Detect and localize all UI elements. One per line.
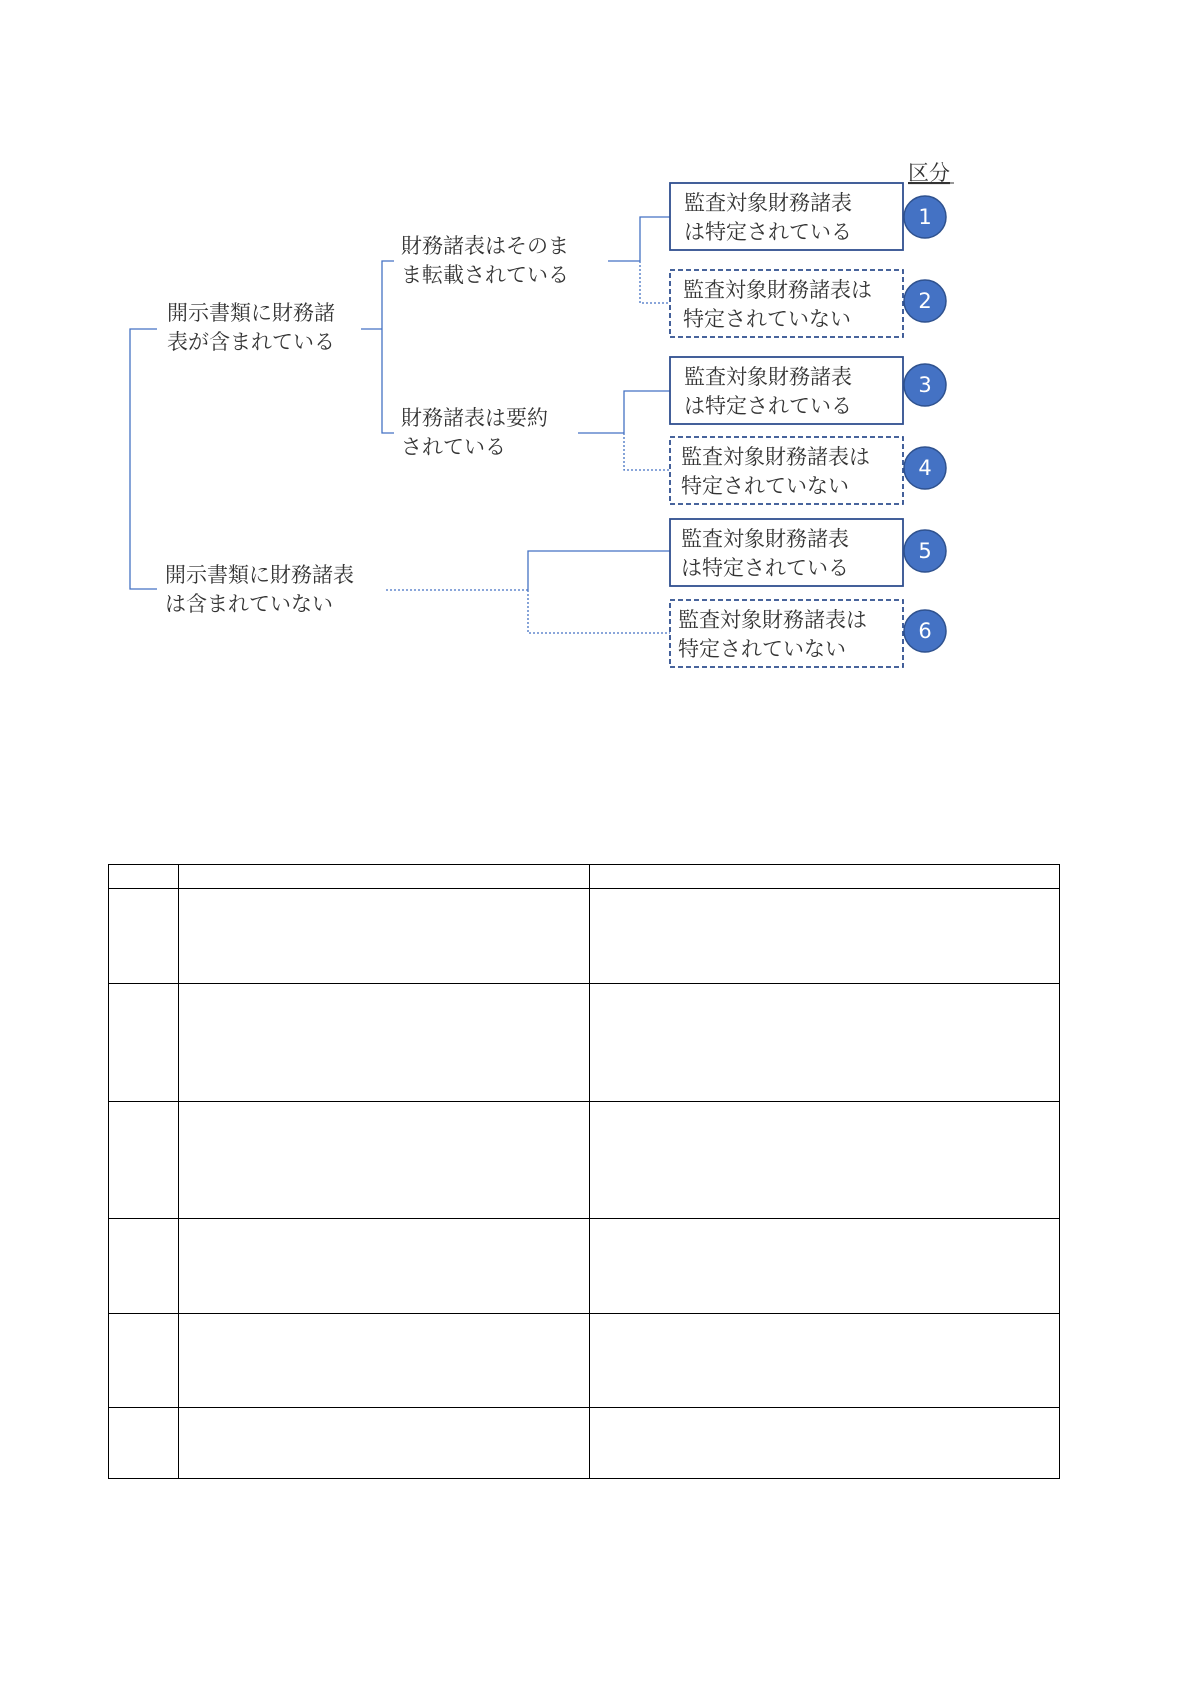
connector-leaf1 [640,217,670,261]
level1-label-line1: 開示書類に財務諸 [167,301,335,325]
table-cell [109,984,179,1102]
leaf-label-line1: 監査対象財務諸表 [684,191,852,215]
table-cell [109,1219,179,1314]
table-cell [590,889,1060,984]
badge-number: 3 [918,373,932,397]
leaf-label-line2: 特定されていない [678,637,846,661]
leaf-label-line2: は特定されている [684,394,852,418]
table-cell [179,1408,590,1479]
leaf-node-4 [670,437,946,504]
leaf-node-2 [670,270,946,337]
badge-number: 4 [918,456,932,480]
table-cell [179,984,590,1102]
leaf-label-line1: 監査対象財務諸表 [684,365,852,389]
table-row [109,1102,1060,1219]
level2-node-reproduced [401,234,569,287]
leaf-label-line2: は特定されている [681,556,849,580]
table-row [109,1219,1060,1314]
leaf-label-line1: 監査対象財務諸表は [678,608,867,632]
leaf-node-3 [670,357,946,424]
table-row [109,889,1060,984]
connector-leaf4 [624,433,670,470]
leaf-node-1 [670,183,946,250]
table-cell [179,1219,590,1314]
classification-table [108,864,1060,1479]
connector-leaf2 [640,261,670,303]
table-cell [590,1102,1060,1219]
level2-node-summarized [401,406,548,459]
table-row [109,1314,1060,1408]
root-bracket [130,329,157,589]
table-cell [590,984,1060,1102]
table-header-row [109,865,1060,889]
level1-label-line2: 表が含まれている [167,330,335,354]
connector-leaf6 [528,590,670,633]
table-cell [590,1219,1060,1314]
table-cell [590,865,1060,889]
leaf-label-line2: 特定されていない [681,474,849,498]
level1-node-not-included [165,563,354,616]
table-cell [109,1314,179,1408]
table-row [109,984,1060,1102]
connector-leaf3 [624,391,670,433]
table-cell [179,865,590,889]
badge-number: 6 [918,619,932,643]
table-row [109,1408,1060,1479]
table-cell [590,1408,1060,1479]
category-header: 区分 [908,161,950,185]
table-cell [109,1408,179,1479]
table-cell [109,1102,179,1219]
table-cell [179,1102,590,1219]
leaf-label-line1: 監査対象財務諸表 [681,527,849,551]
leaf-node-6 [670,600,946,667]
leaf-label-line1: 監査対象財務諸表は [683,278,872,302]
table-cell [590,1314,1060,1408]
leaf-node-5 [670,519,946,586]
badge-number: 2 [918,289,932,313]
level2-label-line1: 財務諸表はそのま [401,234,569,258]
leaf-label-line2: は特定されている [684,220,852,244]
badge-number: 1 [918,205,932,229]
leaf-label-line2: 特定されていない [683,307,851,331]
badge-number: 5 [918,539,932,563]
classification-tree-diagram [0,0,1192,700]
level1-node-included [167,301,335,354]
table-cell [179,889,590,984]
connector-leaf5 [528,551,670,590]
table-cell [109,889,179,984]
level2-label-line2: されている [401,435,506,459]
table-cell [179,1314,590,1408]
leaf-label-line1: 監査対象財務諸表は [681,445,870,469]
level1-label-line2: は含まれていない [165,592,333,616]
level1-label-line1: 開示書類に財務諸表 [165,563,354,587]
level2-label-line2: ま転載されている [401,263,569,287]
table-cell [109,865,179,889]
level2-label-line1: 財務諸表は要約 [401,406,548,430]
bracket-level2 [382,261,394,433]
